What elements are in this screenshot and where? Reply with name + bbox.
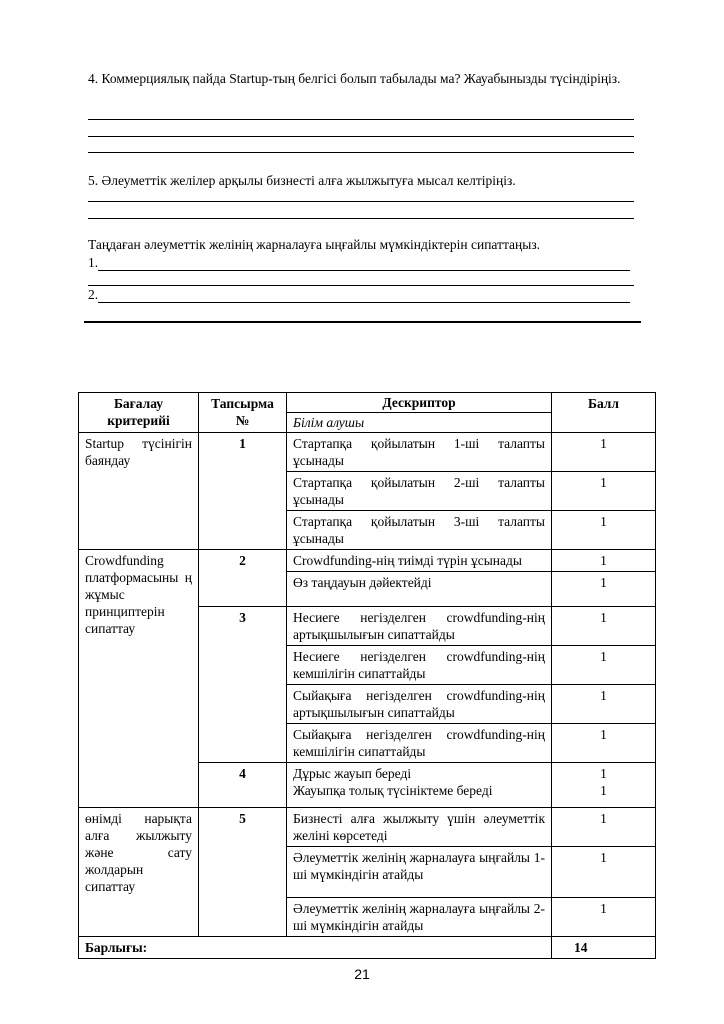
descriptor-cell: Әлеуметтік желінің жарналауға ыңғайлы 1-ші мүмкіндігін атайды: [287, 847, 552, 898]
descriptor-cell: Сыйақыға негізделген crowdfunding-нің артықшылығын сипаттайды: [287, 685, 552, 724]
question-5: 5. Әлеуметтік желілер арқылы бизнесті алға жылжытуға мысал келтіріңіз.: [88, 173, 516, 188]
total-label: Барлығы:: [79, 937, 552, 959]
header-row: [79, 393, 656, 413]
header-descriptor: Дескриптор: [287, 393, 552, 413]
question-4: 4. Коммерциялық пайда Startup-тың белгісі болып табылады ма? Жауабынызды түсіндіріңіз.: [88, 71, 621, 86]
task-number: 4: [199, 763, 287, 808]
descriptor-line: Дұрыс жауып береді: [293, 766, 412, 781]
task-number: 5: [199, 808, 287, 937]
answer-line[interactable]: [88, 136, 634, 137]
answer-line[interactable]: [88, 119, 634, 120]
descriptor-cell: Өз таңдауын дәйектейді: [287, 572, 552, 607]
score-cell: 1: [552, 847, 656, 898]
score-cell: [552, 763, 656, 808]
score-cell: 1: [552, 685, 656, 724]
header-criteria: Бағалау критерийі: [79, 393, 199, 433]
question-6: Таңдаған әлеуметтік желінің жарналауға ыңғайлы мүмкіндіктерін сипаттаңыз.: [88, 237, 541, 252]
descriptor-cell: Crowdfunding-нің тиімді түрін ұсынады: [287, 550, 552, 572]
section-divider: [84, 321, 641, 323]
task-number: 2: [199, 550, 287, 607]
criterion-cell: Startup түсінігін баяндау: [79, 433, 199, 550]
header-descriptor-sub: Білім алушы: [287, 413, 552, 433]
descriptor-cell: Сыйақыға негізделген crowdfunding-нің кемшілігін сипаттайды: [287, 724, 552, 763]
task-number: 3: [199, 607, 287, 763]
descriptor-cell: Бизнесті алға жылжыту үшін әлеуметтік желіні көрсетеді: [287, 808, 552, 847]
score-cell: 1: [552, 572, 656, 607]
answer-line[interactable]: [88, 218, 634, 219]
table-row: [79, 808, 656, 847]
grading-table: [78, 392, 656, 959]
score-cell: 1: [552, 898, 656, 937]
table-row: [79, 433, 656, 472]
score-cell: 1: [552, 511, 656, 550]
criterion-cell: Crowdfunding платформасыны ң жұмыс принциптерін сипаттау: [79, 550, 199, 808]
total-row: [79, 937, 656, 959]
descriptor-cell: Несиеге негізделген crowdfunding-нің кемшілігін сипаттайды: [287, 646, 552, 685]
page-number: 21: [354, 966, 370, 982]
score-line: 1: [600, 783, 607, 798]
score-cell: 1: [552, 808, 656, 847]
answer-line[interactable]: [88, 201, 634, 202]
table-row: [79, 550, 656, 572]
score-line: 1: [600, 766, 607, 781]
descriptor-cell: Стартапқа қойылатын 2-ші талапты ұсынады: [287, 472, 552, 511]
descriptor-cell: Әлеуметтік желінің жарналауға ыңғайлы 2-ші мүмкіндігін атайды: [287, 898, 552, 937]
header-task: Тапсырма №: [199, 393, 287, 433]
total-value: 14: [552, 937, 656, 959]
score-cell: 1: [552, 433, 656, 472]
score-cell: 1: [552, 646, 656, 685]
descriptor-cell: Несиеге негізделген crowdfunding-нің артықшылығын сипаттайды: [287, 607, 552, 646]
answer-line-2[interactable]: [88, 287, 630, 303]
answer-line-1-number: 1.: [88, 255, 99, 270]
score-cell: 1: [552, 472, 656, 511]
descriptor-line: Жауыпқа толық түсініктеме береді: [293, 783, 493, 798]
answer-line[interactable]: [88, 285, 634, 286]
header-score: Балл: [552, 393, 656, 433]
score-cell: 1: [552, 550, 656, 572]
criterion-cell: өнімді нарықта алға жылжыту және сату жолдарын сипаттау: [79, 808, 199, 937]
answer-line-2-number: 2.: [88, 287, 99, 302]
task-number: 1: [199, 433, 287, 550]
descriptor-cell: Стартапқа қойылатын 3-ші талапты ұсынады: [287, 511, 552, 550]
descriptor-cell: Стартапқа қойылатын 1-ші талапты ұсынады: [287, 433, 552, 472]
answer-line[interactable]: [88, 152, 634, 153]
answer-line-1[interactable]: [88, 255, 630, 271]
descriptor-cell: [287, 763, 552, 808]
score-cell: 1: [552, 724, 656, 763]
score-cell: 1: [552, 607, 656, 646]
